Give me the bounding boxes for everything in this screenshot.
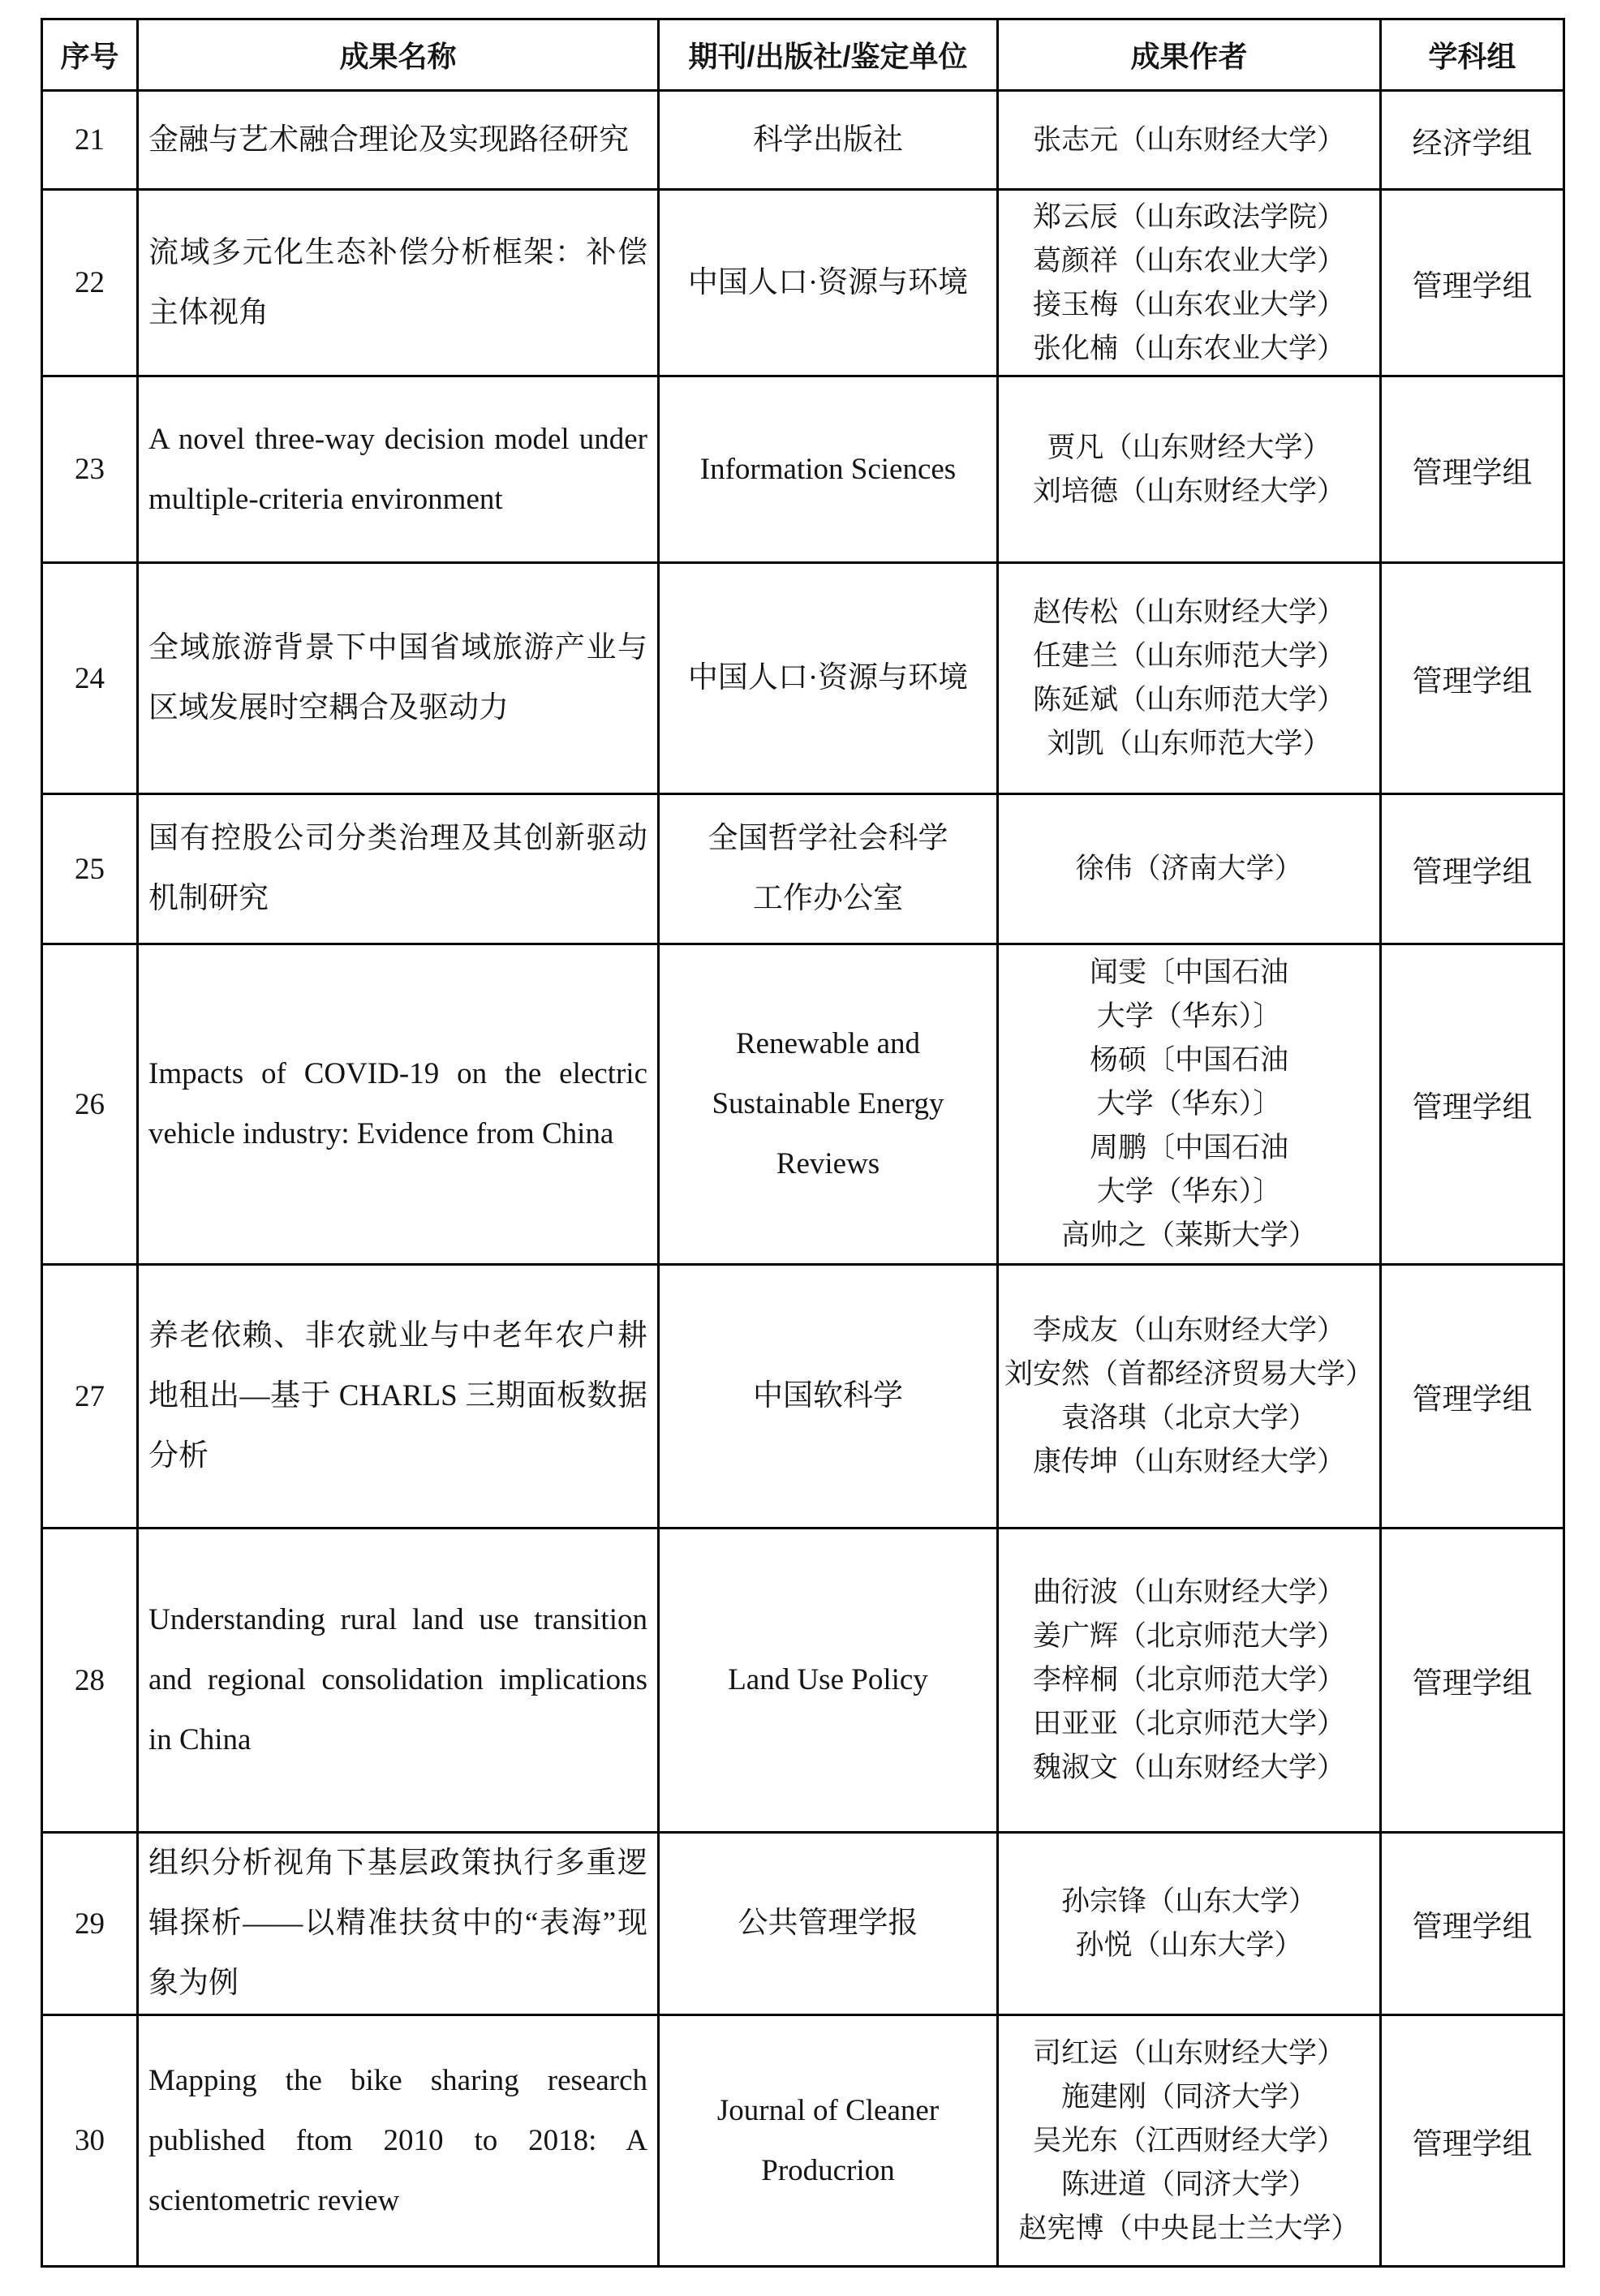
title-cell (138, 794, 659, 944)
text-line: 杨硕〔中国石油 (1089, 1044, 1288, 1076)
group-cell: 管理学组 (1381, 190, 1564, 376)
authors-cell (998, 2015, 1381, 2267)
authors-cell (998, 376, 1381, 563)
achievement-title: 国有控股公司分类治理及其创新驱动机制研究 (148, 822, 647, 915)
authors-cell (998, 563, 1381, 794)
venue-cell (659, 1265, 998, 1529)
table-row-29 (42, 1833, 1564, 2015)
text-line: Land Use Policy (728, 1663, 928, 1696)
text-line: Information Sciences (699, 452, 957, 486)
column-header-3: 成果作者 (998, 19, 1381, 91)
serial-cell: 27 (42, 1265, 138, 1529)
authors-cell (998, 1833, 1381, 2015)
group-cell: 管理学组 (1381, 563, 1564, 794)
serial-cell: 23 (42, 376, 138, 563)
title-cell (138, 190, 659, 376)
text-line: 刘培德（山东财经大学） (1032, 475, 1345, 507)
venue-cell (659, 2015, 998, 2267)
serial-cell: 21 (42, 91, 138, 190)
text-line: 刘安然（首都经济贸易大学） (1004, 1358, 1374, 1390)
authors-cell (998, 190, 1381, 376)
authors-cell (998, 91, 1381, 190)
authors-cell (998, 1529, 1381, 1833)
text-line: 接玉梅（山东农业大学） (1032, 288, 1345, 320)
venue-cell (659, 190, 998, 376)
achievement-title: A novel three-way decision model under multiple-criteria environment (148, 422, 647, 516)
text-line: 中国人口·资源与环境 (687, 661, 969, 694)
table-header (42, 19, 1564, 91)
serial-cell: 24 (42, 563, 138, 794)
column-header-1: 成果名称 (138, 19, 659, 91)
text-line: Producrion (761, 2153, 895, 2187)
text-line: 闻雯〔中国石油 (1089, 957, 1288, 988)
text-line: 公共管理学报 (738, 1907, 918, 1940)
group-cell: 管理学组 (1381, 1529, 1564, 1833)
text-line: 徐伟（济南大学） (1075, 853, 1303, 884)
title-cell (138, 563, 659, 794)
serial-cell: 28 (42, 1529, 138, 1833)
table-row-21 (42, 91, 1564, 190)
venue-cell (659, 944, 998, 1265)
achievement-title: Understanding rural land use transition and regional consolidation implications in China (148, 1603, 647, 1756)
text-line: 赵宪博（中央昆士兰大学） (1018, 2212, 1360, 2244)
achievement-title: Mapping the bike sharing research published ftom 2010 to 2018: A scientometric review (148, 2063, 647, 2217)
text-line: 葛颜祥（山东农业大学） (1032, 244, 1345, 277)
group-cell: 管理学组 (1381, 794, 1564, 944)
title-cell (138, 944, 659, 1265)
column-header-2: 期刊/出版社/鉴定单位 (659, 19, 998, 91)
text-line: 袁洛琪（北京大学） (1060, 1402, 1317, 1434)
title-cell (138, 2015, 659, 2267)
achievement-title: Impacts of COVID-19 on the electric vehicle industry: Evidence from China (148, 1057, 647, 1150)
group-cell: 管理学组 (1381, 1833, 1564, 2015)
achievement-title: 组织分析视角下基层政策执行多重逻辑探析——以精准扶贫中的“表海”现象为例 (148, 1847, 647, 2000)
text-line: 张志元（山东财经大学） (1032, 123, 1345, 156)
achievement-title: 养老依赖、非农就业与中老年农户耕地租出—基于 CHARLS 三期面板数据分析 (148, 1319, 647, 1473)
text-line: 康传坤（山东财经大学） (1032, 1446, 1345, 1477)
text-line: 张化楠（山东农业大学） (1032, 332, 1345, 364)
text-line: 高帅之（莱斯大学） (1060, 1219, 1317, 1251)
achievements-table (41, 18, 1565, 2268)
serial-cell: 29 (42, 1833, 138, 2015)
title-cell (138, 91, 659, 190)
venue-cell (659, 1529, 998, 1833)
text-line: 工作办公室 (753, 882, 903, 915)
text-line: 陈进道（同济大学） (1060, 2168, 1317, 2200)
text-line: 魏淑文（山东财经大学） (1032, 1752, 1345, 1783)
column-header-0: 序号 (42, 19, 138, 91)
authors-cell (998, 944, 1381, 1265)
text-line: 刘凯（山东师范大学） (1047, 728, 1331, 759)
text-line: 施建刚（同济大学） (1060, 2080, 1317, 2113)
text-line: 郑云辰（山东政法学院） (1032, 200, 1345, 233)
text-line: Reviews (776, 1147, 880, 1180)
group-cell: 管理学组 (1381, 376, 1564, 563)
achievement-title: 金融与艺术融合理论及实现路径研究 (148, 123, 629, 157)
serial-cell: 22 (42, 190, 138, 376)
title-cell (138, 1833, 659, 2015)
text-line: 大学（华东）〕 (1096, 1000, 1282, 1032)
text-line: 贾凡（山东财经大学） (1047, 431, 1331, 463)
table-row-25 (42, 794, 1564, 944)
text-line: 中国人口·资源与环境 (687, 265, 969, 299)
header-row (42, 19, 1564, 91)
text-line: Sustainable Energy (712, 1087, 944, 1120)
text-line: 大学（华东）〕 (1096, 1088, 1282, 1120)
text-line: 李成友（山东财经大学） (1032, 1314, 1345, 1346)
group-cell: 经济学组 (1381, 91, 1564, 190)
text-line: Renewable and (735, 1027, 921, 1060)
column-header-4: 学科组 (1381, 19, 1564, 91)
text-line: 曲衍波（山东财经大学） (1032, 1576, 1345, 1608)
text-line: 科学出版社 (753, 123, 903, 157)
table-row-30 (42, 2015, 1564, 2267)
scanned-document-page (0, 18, 1600, 2296)
venue-cell (659, 376, 998, 563)
title-cell (138, 376, 659, 563)
table-row-24 (42, 563, 1564, 794)
achievement-title: 全域旅游背景下中国省域旅游产业与区域发展时空耦合及驱动力 (148, 631, 647, 724)
table-body (42, 91, 1564, 2267)
venue-cell (659, 563, 998, 794)
text-line: Journal of Cleaner (716, 2093, 940, 2127)
achievement-title: 流域多元化生态补偿分析框架：补偿主体视角 (148, 235, 647, 329)
authors-cell (998, 794, 1381, 944)
table-row-28 (42, 1529, 1564, 1833)
authors-cell (998, 1265, 1381, 1529)
serial-cell: 25 (42, 794, 138, 944)
text-line: 姜广辉（北京师范大学） (1032, 1620, 1345, 1652)
serial-cell: 30 (42, 2015, 138, 2267)
title-cell (138, 1529, 659, 1833)
text-line: 孙悦（山东大学） (1075, 1929, 1303, 1961)
text-line: 陈延斌（山东师范大学） (1032, 684, 1345, 716)
table-row-23 (42, 376, 1564, 563)
serial-cell: 26 (42, 944, 138, 1265)
text-line: 吴光东（江西财经大学） (1032, 2124, 1345, 2156)
text-line: 赵传松（山东财经大学） (1032, 596, 1345, 628)
text-line: 任建兰（山东师范大学） (1032, 640, 1345, 672)
text-line: 大学（华东）〕 (1096, 1176, 1282, 1207)
text-line: 中国软科学 (753, 1379, 903, 1412)
text-line: 全国哲学社会科学 (708, 822, 948, 855)
table-row-22 (42, 190, 1564, 376)
table-row-27 (42, 1265, 1564, 1529)
text-line: 李梓桐（北京师范大学） (1032, 1664, 1345, 1696)
text-line: 田亚亚（北京师范大学） (1032, 1708, 1345, 1739)
title-cell (138, 1265, 659, 1529)
venue-cell (659, 1833, 998, 2015)
group-cell: 管理学组 (1381, 2015, 1564, 2267)
venue-cell (659, 91, 998, 190)
table-row-26 (42, 944, 1564, 1265)
venue-cell (659, 794, 998, 944)
group-cell: 管理学组 (1381, 1265, 1564, 1529)
text-line: 司红运（山东财经大学） (1032, 2036, 1345, 2069)
group-cell: 管理学组 (1381, 944, 1564, 1265)
text-line: 周鹏〔中国石油 (1089, 1132, 1288, 1163)
text-line: 孙宗锋（山东大学） (1060, 1885, 1317, 1917)
